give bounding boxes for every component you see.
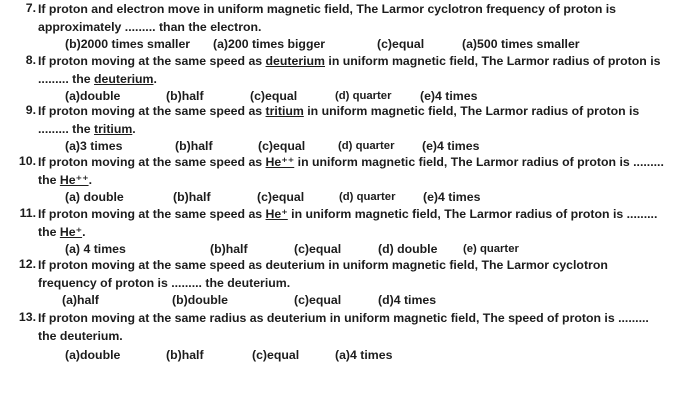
answer-option: (e) quarter <box>463 243 519 255</box>
answer-option: (c)equal <box>258 139 306 153</box>
question-13 <box>18 310 688 365</box>
question-text <box>38 206 688 224</box>
answer-option: (d) double <box>378 242 438 256</box>
question-text <box>38 53 688 71</box>
underlined-term: deuterium <box>94 71 154 86</box>
answer-option: (a)double <box>65 348 121 362</box>
question-number: 10. <box>18 154 36 168</box>
answer-option: (d) quarter <box>339 191 396 203</box>
answer-options <box>38 347 688 365</box>
question-text: If proton moving at the same speed as deuterium in uniform magnetic field, The Larmor cyclotron <box>38 258 608 272</box>
answer-option: (e)4 times <box>420 89 478 103</box>
answer-options <box>38 189 688 207</box>
answer-option: (b)double <box>172 293 229 307</box>
answer-option: (b)half <box>210 242 248 256</box>
answer-option: (b)half <box>173 190 211 204</box>
answer-option: (c)equal <box>294 242 342 256</box>
question-text-continued: frequency of proton is ......... the deuterium. <box>38 275 291 290</box>
answer-option: (a) double <box>65 190 124 204</box>
question-number: 9. <box>25 103 36 117</box>
answer-option: (e)4 times <box>422 139 480 153</box>
answer-option: (a)200 times bigger <box>213 37 326 51</box>
text-segment: If proton moving at the same speed as <box>38 155 266 169</box>
answer-option: (a)3 times <box>65 139 123 153</box>
question-12 <box>18 257 688 310</box>
answer-option: (a) 4 times <box>65 242 126 256</box>
answer-options <box>38 241 688 259</box>
answer-option: (c)equal <box>250 89 298 103</box>
text-segment: If proton moving at the same speed as <box>38 207 266 221</box>
answer-option: (b)half <box>166 348 204 362</box>
answer-options <box>38 292 688 310</box>
answer-option: (d) quarter <box>335 90 392 102</box>
answer-option: (b)half <box>166 89 204 103</box>
question-text-continued <box>38 121 688 139</box>
question-11 <box>19 206 688 259</box>
answer-option: (a)4 times <box>335 348 393 362</box>
answer-option: (a)double <box>65 89 121 103</box>
question-text <box>38 154 688 172</box>
answer-option: (c)equal <box>377 37 425 51</box>
text-segment: in uniform magnetic field, The Larmor radius of proton is ......... <box>287 207 658 221</box>
text-segment: If proton moving at the same speed as <box>38 104 266 118</box>
question-number: 13. <box>18 310 36 324</box>
question-number: 8. <box>25 53 36 67</box>
underlined-term: tritium <box>94 121 133 136</box>
answer-option: (b)2000 times smaller <box>65 37 191 51</box>
text-segment: ......... the <box>38 71 95 86</box>
question-text-continued <box>38 172 688 190</box>
text-segment: . <box>153 71 157 86</box>
question-text <box>38 103 688 121</box>
answer-option: (d) quarter <box>338 140 395 152</box>
text-segment: in uniform magnetic field, The Larmor radius of proton is <box>303 104 640 118</box>
question-number: 12. <box>18 257 36 271</box>
question-text-continued: approximately ......... than the electron. <box>38 19 262 34</box>
text-segment: the <box>38 172 60 187</box>
underlined-term: tritium <box>265 104 304 118</box>
question-8 <box>25 53 688 106</box>
answer-option: (c)equal <box>294 293 342 307</box>
text-segment: ......... the <box>38 121 95 136</box>
underlined-term: deuterium <box>265 54 325 68</box>
question-number: 7. <box>25 1 36 15</box>
question-number: 11. <box>19 206 36 220</box>
text-segment: the <box>38 224 60 239</box>
answer-option: (a)500 times smaller <box>462 37 580 51</box>
question-7 <box>25 1 688 54</box>
question-text-continued <box>38 224 688 242</box>
answer-options <box>38 36 688 54</box>
question-text-continued <box>38 71 688 89</box>
underlined-term: He⁺ <box>265 207 288 221</box>
question-text-continued: the deuterium. <box>38 328 123 343</box>
underlined-term: He⁺⁺ <box>265 155 295 169</box>
answer-option: (a)half <box>62 293 99 307</box>
text-segment: If proton moving at the same speed as <box>38 54 266 68</box>
answer-option: (c)equal <box>252 348 300 362</box>
answer-option: (b)half <box>175 139 213 153</box>
question-text: If proton and electron move in uniform magnetic field, The Larmor cyclotron frequency of proton is <box>38 2 617 16</box>
underlined-term: He⁺ <box>59 224 83 239</box>
answer-options <box>38 138 688 156</box>
text-segment: . <box>132 121 136 136</box>
answer-option: (e)4 times <box>423 190 481 204</box>
underlined-term: He⁺⁺ <box>59 172 89 187</box>
text-segment: in uniform magnetic field, The Larmor radius of proton is ......... <box>294 155 664 169</box>
text-segment: . <box>82 224 86 239</box>
answer-option: (d)4 times <box>378 293 437 307</box>
question-10 <box>18 154 688 207</box>
question-text: If proton moving at the same radius as deuterium in uniform magnetic field, The speed of proton is ......... <box>38 311 649 325</box>
text-segment: in uniform magnetic field, The Larmor radius of proton is <box>325 54 661 68</box>
answer-option: (c)equal <box>257 190 305 204</box>
question-9 <box>25 103 688 156</box>
text-segment: . <box>88 172 92 187</box>
